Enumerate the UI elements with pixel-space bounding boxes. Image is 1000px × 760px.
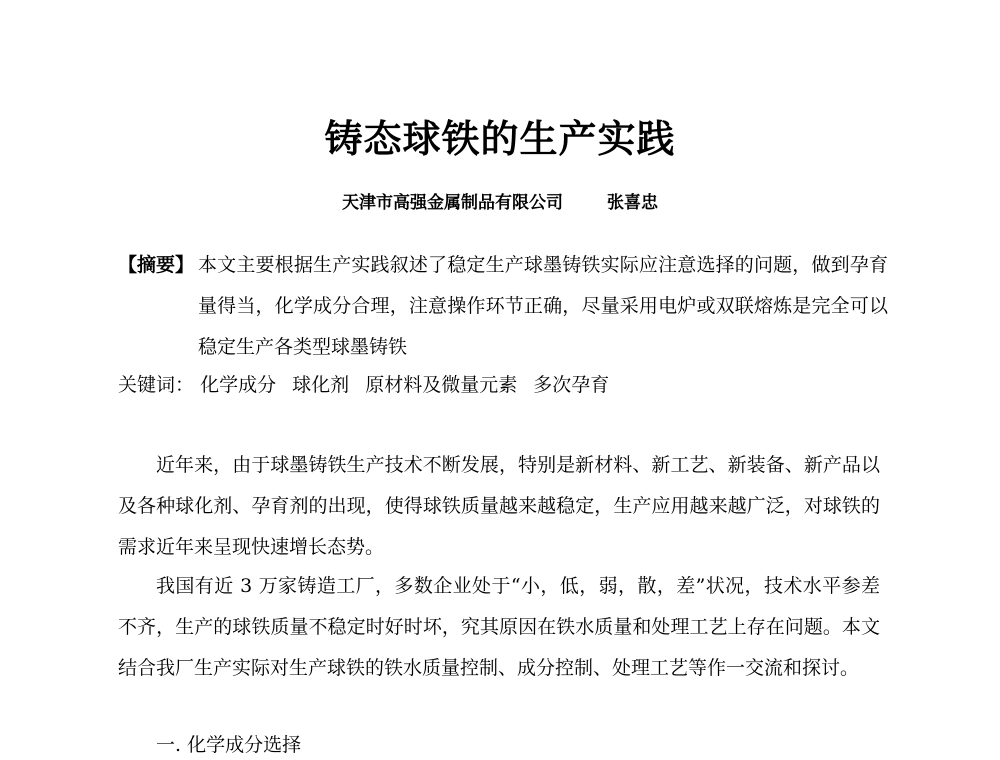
paper-title: 铸态球铁的生产实践 bbox=[324, 116, 676, 161]
abstract bbox=[118, 245, 888, 368]
author-organization: 天津市高强金属制品有限公司 bbox=[342, 193, 564, 213]
body-paragraph: 近年来，由于球墨铸铁生产技术不断发展，特别是新材料、新工艺、新装备、新产品以及各种球化剂、孕育剂的出现，使得球铁质量越来越稳定，生产应用越来越广泛，对球铁的需求近年来呈现快速增长态势。 bbox=[118, 454, 880, 558]
abstract-label: 【摘要】 bbox=[118, 254, 195, 276]
keywords bbox=[118, 370, 888, 397]
keyword-item: 多次孕育 bbox=[533, 374, 610, 396]
author-name: 张喜忠 bbox=[606, 193, 658, 213]
abstract-text: 本文主要根据生产实践叙述了稳定生产球墨铸铁实际应注意选择的问题，做到孕育量得当，化学成分合理，注意操作环节正确，尽量采用电炉或双联熔炼是完全可以稳定生产各类型球墨铸铁 bbox=[198, 254, 888, 358]
keyword-item: 球化剂 bbox=[292, 374, 350, 396]
section-heading: 一. 化学成分选择 bbox=[156, 734, 302, 756]
keyword-item: 化学成分 bbox=[200, 374, 277, 396]
byline bbox=[0, 188, 1000, 213]
body-paragraph: 我国有近 3 万家铸造工厂，多数企业处于“小，低，弱，散，差”状况，技术水平参差不齐，生产的球铁质量不稳定时好时坏，究其原因在铁水质量和处理工艺上存在问题。本文结合我厂生产实际对生产球铁的铁水质量控制、成分控制、处理工艺等作一交流和探讨。 bbox=[118, 575, 880, 679]
keyword-item: 原材料及微量元素 bbox=[365, 374, 518, 396]
keywords-label: 关键词： bbox=[118, 374, 195, 396]
